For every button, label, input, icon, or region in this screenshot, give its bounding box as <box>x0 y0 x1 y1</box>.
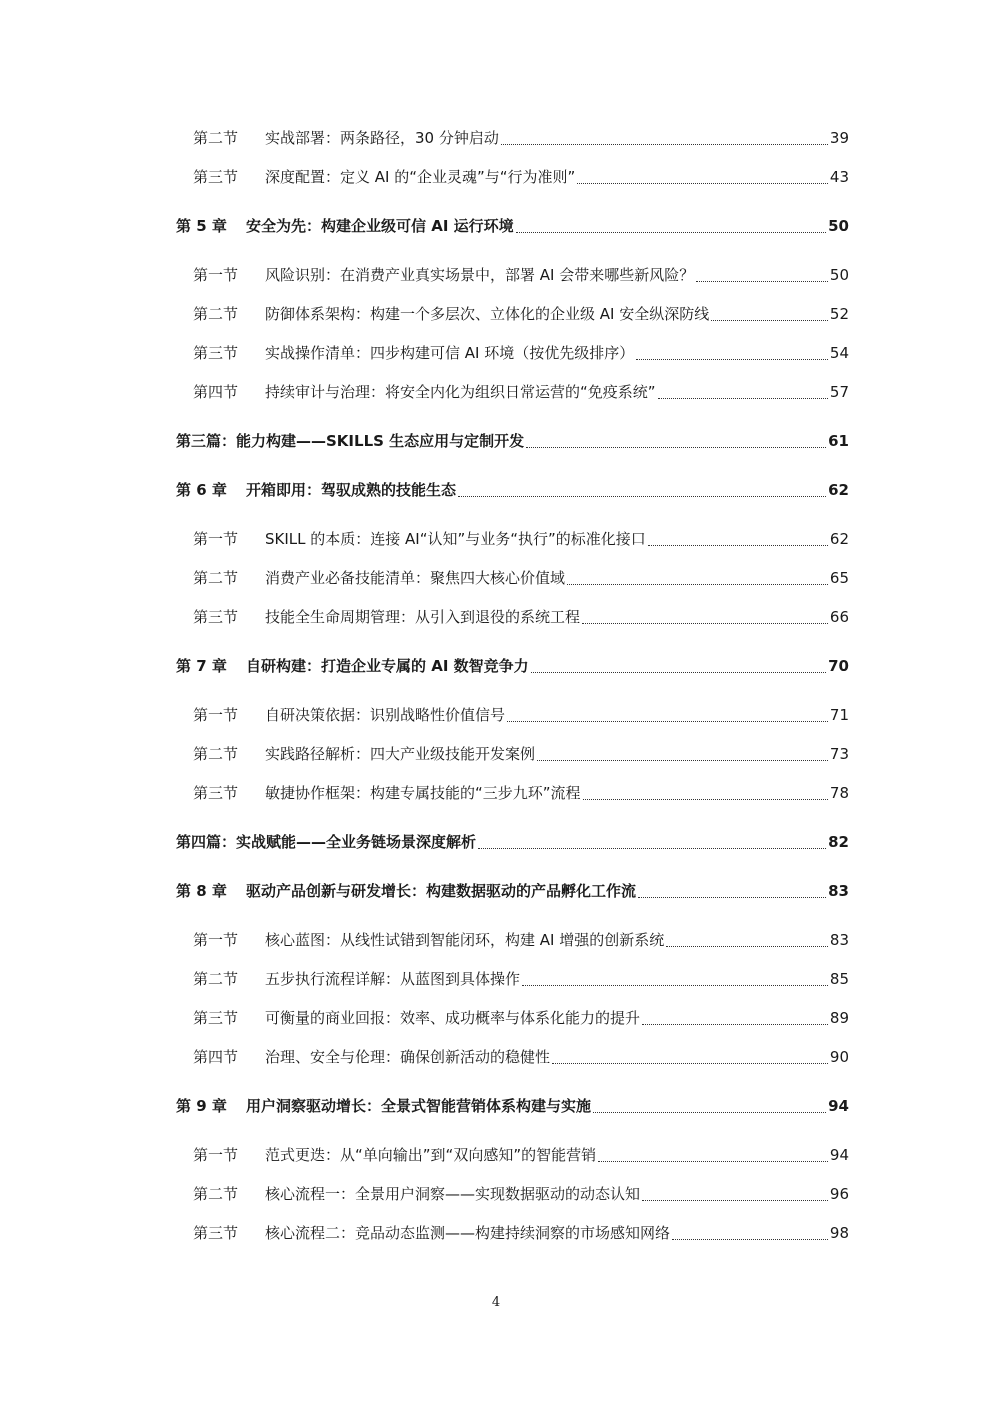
toc-dot-leader <box>526 446 826 448</box>
toc-section-entry[interactable] <box>0 157 992 196</box>
toc-section-entry[interactable] <box>0 734 992 773</box>
toc-section-entry[interactable] <box>0 1174 992 1213</box>
toc-entry-page: 62 <box>828 480 849 499</box>
toc-dot-leader <box>696 280 828 282</box>
table-of-contents <box>0 118 992 1252</box>
toc-dot-leader <box>638 896 826 898</box>
toc-entry-number: 第 8 章 <box>176 882 227 900</box>
toc-dot-leader <box>507 720 828 722</box>
toc-dot-leader <box>666 945 828 947</box>
toc-entry-number: 第一节 <box>193 706 239 724</box>
toc-dot-leader <box>636 358 828 360</box>
toc-dot-leader <box>577 182 828 184</box>
toc-section-entry[interactable] <box>0 1037 992 1076</box>
toc-entry-page: 96 <box>829 1184 849 1203</box>
toc-entry-number: 第 7 章 <box>176 657 227 675</box>
toc-entry-number: 第四节 <box>193 383 239 401</box>
toc-dot-leader <box>583 798 828 800</box>
toc-dot-leader <box>537 759 828 761</box>
toc-entry-number: 第三节 <box>193 1224 239 1242</box>
toc-entry-title: 自研决策依据：识别战略性价值信号 <box>265 706 506 724</box>
toc-entry-page: 39 <box>829 128 849 147</box>
toc-entry-title: 风险识别：在消费产业真实场景中，部署 AI 会带来哪些新风险？ <box>265 266 695 284</box>
toc-entry-number: 第一节 <box>193 1146 239 1164</box>
toc-entry-page: 83 <box>829 930 849 949</box>
toc-entry-page: 73 <box>829 744 849 763</box>
toc-entry-number: 第 6 章 <box>176 481 227 499</box>
toc-section-entry[interactable] <box>0 773 992 812</box>
toc-entry-page: 89 <box>829 1008 849 1027</box>
toc-section-entry[interactable] <box>0 333 992 372</box>
toc-dot-leader <box>522 984 828 986</box>
toc-entry-number: 第二节 <box>193 970 239 988</box>
toc-section-entry[interactable] <box>0 372 992 411</box>
toc-entry-page: 57 <box>829 382 849 401</box>
toc-entry-page: 85 <box>829 969 849 988</box>
toc-entry-title: 范式更迭：从“单向输出”到“双向感知”的智能营销 <box>265 1146 597 1164</box>
toc-entry-page: 94 <box>828 1096 849 1115</box>
toc-entry-title: 敏捷协作框架：构建专属技能的“三步九环”流程 <box>265 784 581 802</box>
toc-entry-title: 五步执行流程详解：从蓝图到具体操作 <box>265 970 521 988</box>
toc-dot-leader <box>598 1160 828 1162</box>
toc-entry-title: 核心流程一：全景用户洞察——实现数据驱动的动态认知 <box>265 1185 641 1203</box>
toc-entry-page: 61 <box>828 431 849 450</box>
toc-entry-number: 第三节 <box>193 1009 239 1027</box>
toc-entry-page: 78 <box>829 783 849 802</box>
toc-section-entry[interactable] <box>0 519 992 558</box>
toc-entry-number: 第三节 <box>193 784 239 802</box>
toc-entry-number: 第二节 <box>193 305 239 323</box>
toc-entry-title: 第三篇：能力构建——SKILLS 生态应用与定制开发 <box>176 432 525 450</box>
toc-entry-title: 技能全生命周期管理：从引入到退役的系统工程 <box>265 608 581 626</box>
toc-entry-title: 治理、安全与伦理：确保创新活动的稳健性 <box>265 1048 551 1066</box>
toc-chapter-entry[interactable] <box>0 822 992 861</box>
toc-entry-number: 第三节 <box>193 608 239 626</box>
toc-entry-page: 50 <box>829 265 849 284</box>
toc-dot-leader <box>642 1023 828 1025</box>
toc-section-entry[interactable] <box>0 998 992 1037</box>
toc-entry-title: 实践路径解析：四大产业级技能开发案例 <box>265 745 536 763</box>
page-number: 4 <box>491 1295 501 1310</box>
toc-entry-page: 71 <box>829 705 849 724</box>
toc-entry-title: 用户洞察驱动增长：全景式智能营销体系构建与实施 <box>246 1097 592 1115</box>
toc-entry-title: 持续审计与治理：将安全内化为组织日常运营的“免疫系统” <box>265 383 656 401</box>
toc-entry-title: 驱动产品创新与研发增长：构建数据驱动的产品孵化工作流 <box>246 882 637 900</box>
toc-entry-page: 82 <box>828 832 849 851</box>
toc-section-entry[interactable] <box>0 558 992 597</box>
toc-section-entry[interactable] <box>0 1135 992 1174</box>
toc-dot-leader <box>478 847 826 849</box>
toc-entry-page: 62 <box>829 529 849 548</box>
toc-entry-page: 54 <box>829 343 849 362</box>
toc-dot-leader <box>642 1199 828 1201</box>
toc-entry-number: 第一节 <box>193 266 239 284</box>
toc-entry-title: 核心蓝图：从线性试错到智能闭环，构建 AI 增强的创新系统 <box>265 931 665 949</box>
toc-entry-number: 第 9 章 <box>176 1097 227 1115</box>
toc-entry-number: 第一节 <box>193 530 239 548</box>
toc-chapter-entry[interactable] <box>0 871 992 910</box>
toc-entry-title: 开箱即用：驾驭成熟的技能生态 <box>246 481 457 499</box>
toc-chapter-entry[interactable] <box>0 470 992 509</box>
toc-entry-page: 65 <box>829 568 849 587</box>
toc-entry-number: 第三节 <box>193 344 239 362</box>
toc-entry-page: 52 <box>829 304 849 323</box>
toc-dot-leader <box>711 319 828 321</box>
toc-entry-number: 第三节 <box>193 168 239 186</box>
toc-entry-title: 安全为先：构建企业级可信 AI 运行环境 <box>246 217 514 235</box>
toc-chapter-entry[interactable] <box>0 646 992 685</box>
toc-section-entry[interactable] <box>0 1213 992 1252</box>
toc-chapter-entry[interactable] <box>0 206 992 245</box>
toc-entry-title: 核心流程二：竞品动态监测——构建持续洞察的市场感知网络 <box>265 1224 671 1242</box>
toc-dot-leader <box>458 495 826 497</box>
toc-entry-number: 第四节 <box>193 1048 239 1066</box>
toc-entry-page: 50 <box>828 216 849 235</box>
toc-entry-number: 第 5 章 <box>176 217 227 235</box>
toc-entry-title: 实战部署：两条路径，30 分钟启动 <box>265 129 499 147</box>
toc-entry-title: 可衡量的商业回报：效率、成功概率与体系化能力的提升 <box>265 1009 641 1027</box>
toc-section-entry[interactable] <box>0 294 992 333</box>
toc-dot-leader <box>672 1238 828 1240</box>
toc-entry-title: 第四篇：实战赋能——全业务链场景深度解析 <box>176 833 477 851</box>
toc-dot-leader <box>531 671 826 673</box>
toc-entry-title: 实战操作清单：四步构建可信 AI 环境（按优先级排序） <box>265 344 635 362</box>
toc-chapter-entry[interactable] <box>0 421 992 460</box>
toc-dot-leader <box>593 1111 826 1113</box>
toc-section-entry[interactable] <box>0 597 992 636</box>
toc-dot-leader <box>552 1062 828 1064</box>
toc-dot-leader <box>582 622 828 624</box>
toc-entry-page: 94 <box>829 1145 849 1164</box>
toc-dot-leader <box>567 583 828 585</box>
toc-entry-page: 98 <box>829 1223 849 1242</box>
toc-entry-number: 第二节 <box>193 1185 239 1203</box>
toc-section-entry[interactable] <box>0 118 992 157</box>
toc-entry-number: 第二节 <box>193 569 239 587</box>
toc-entry-title: 自研构建：打造企业专属的 AI 数智竞争力 <box>246 657 529 675</box>
toc-dot-leader <box>658 397 828 399</box>
toc-section-entry[interactable] <box>0 255 992 294</box>
toc-section-entry[interactable] <box>0 695 992 734</box>
toc-dot-leader <box>648 544 828 546</box>
toc-entry-number: 第二节 <box>193 129 239 147</box>
toc-entry-page: 83 <box>828 881 849 900</box>
toc-dot-leader <box>516 231 826 233</box>
toc-entry-title: 防御体系架构：构建一个多层次、立体化的企业级 AI 安全纵深防线 <box>265 305 710 323</box>
toc-entry-page: 43 <box>829 167 849 186</box>
toc-entry-number: 第一节 <box>193 931 239 949</box>
toc-entry-page: 70 <box>828 656 849 675</box>
toc-entry-number: 第二节 <box>193 745 239 763</box>
toc-entry-title: 消费产业必备技能清单：聚焦四大核心价值域 <box>265 569 566 587</box>
toc-entry-title: 深度配置：定义 AI 的“企业灵魂”与“行为准则” <box>265 168 576 186</box>
toc-section-entry[interactable] <box>0 920 992 959</box>
toc-dot-leader <box>501 143 828 145</box>
toc-entry-title: SKILL 的本质：连接 AI“认知”与业务“执行”的标准化接口 <box>265 530 646 548</box>
toc-section-entry[interactable] <box>0 959 992 998</box>
toc-entry-page: 90 <box>829 1047 849 1066</box>
toc-chapter-entry[interactable] <box>0 1086 992 1125</box>
toc-entry-page: 66 <box>829 607 849 626</box>
